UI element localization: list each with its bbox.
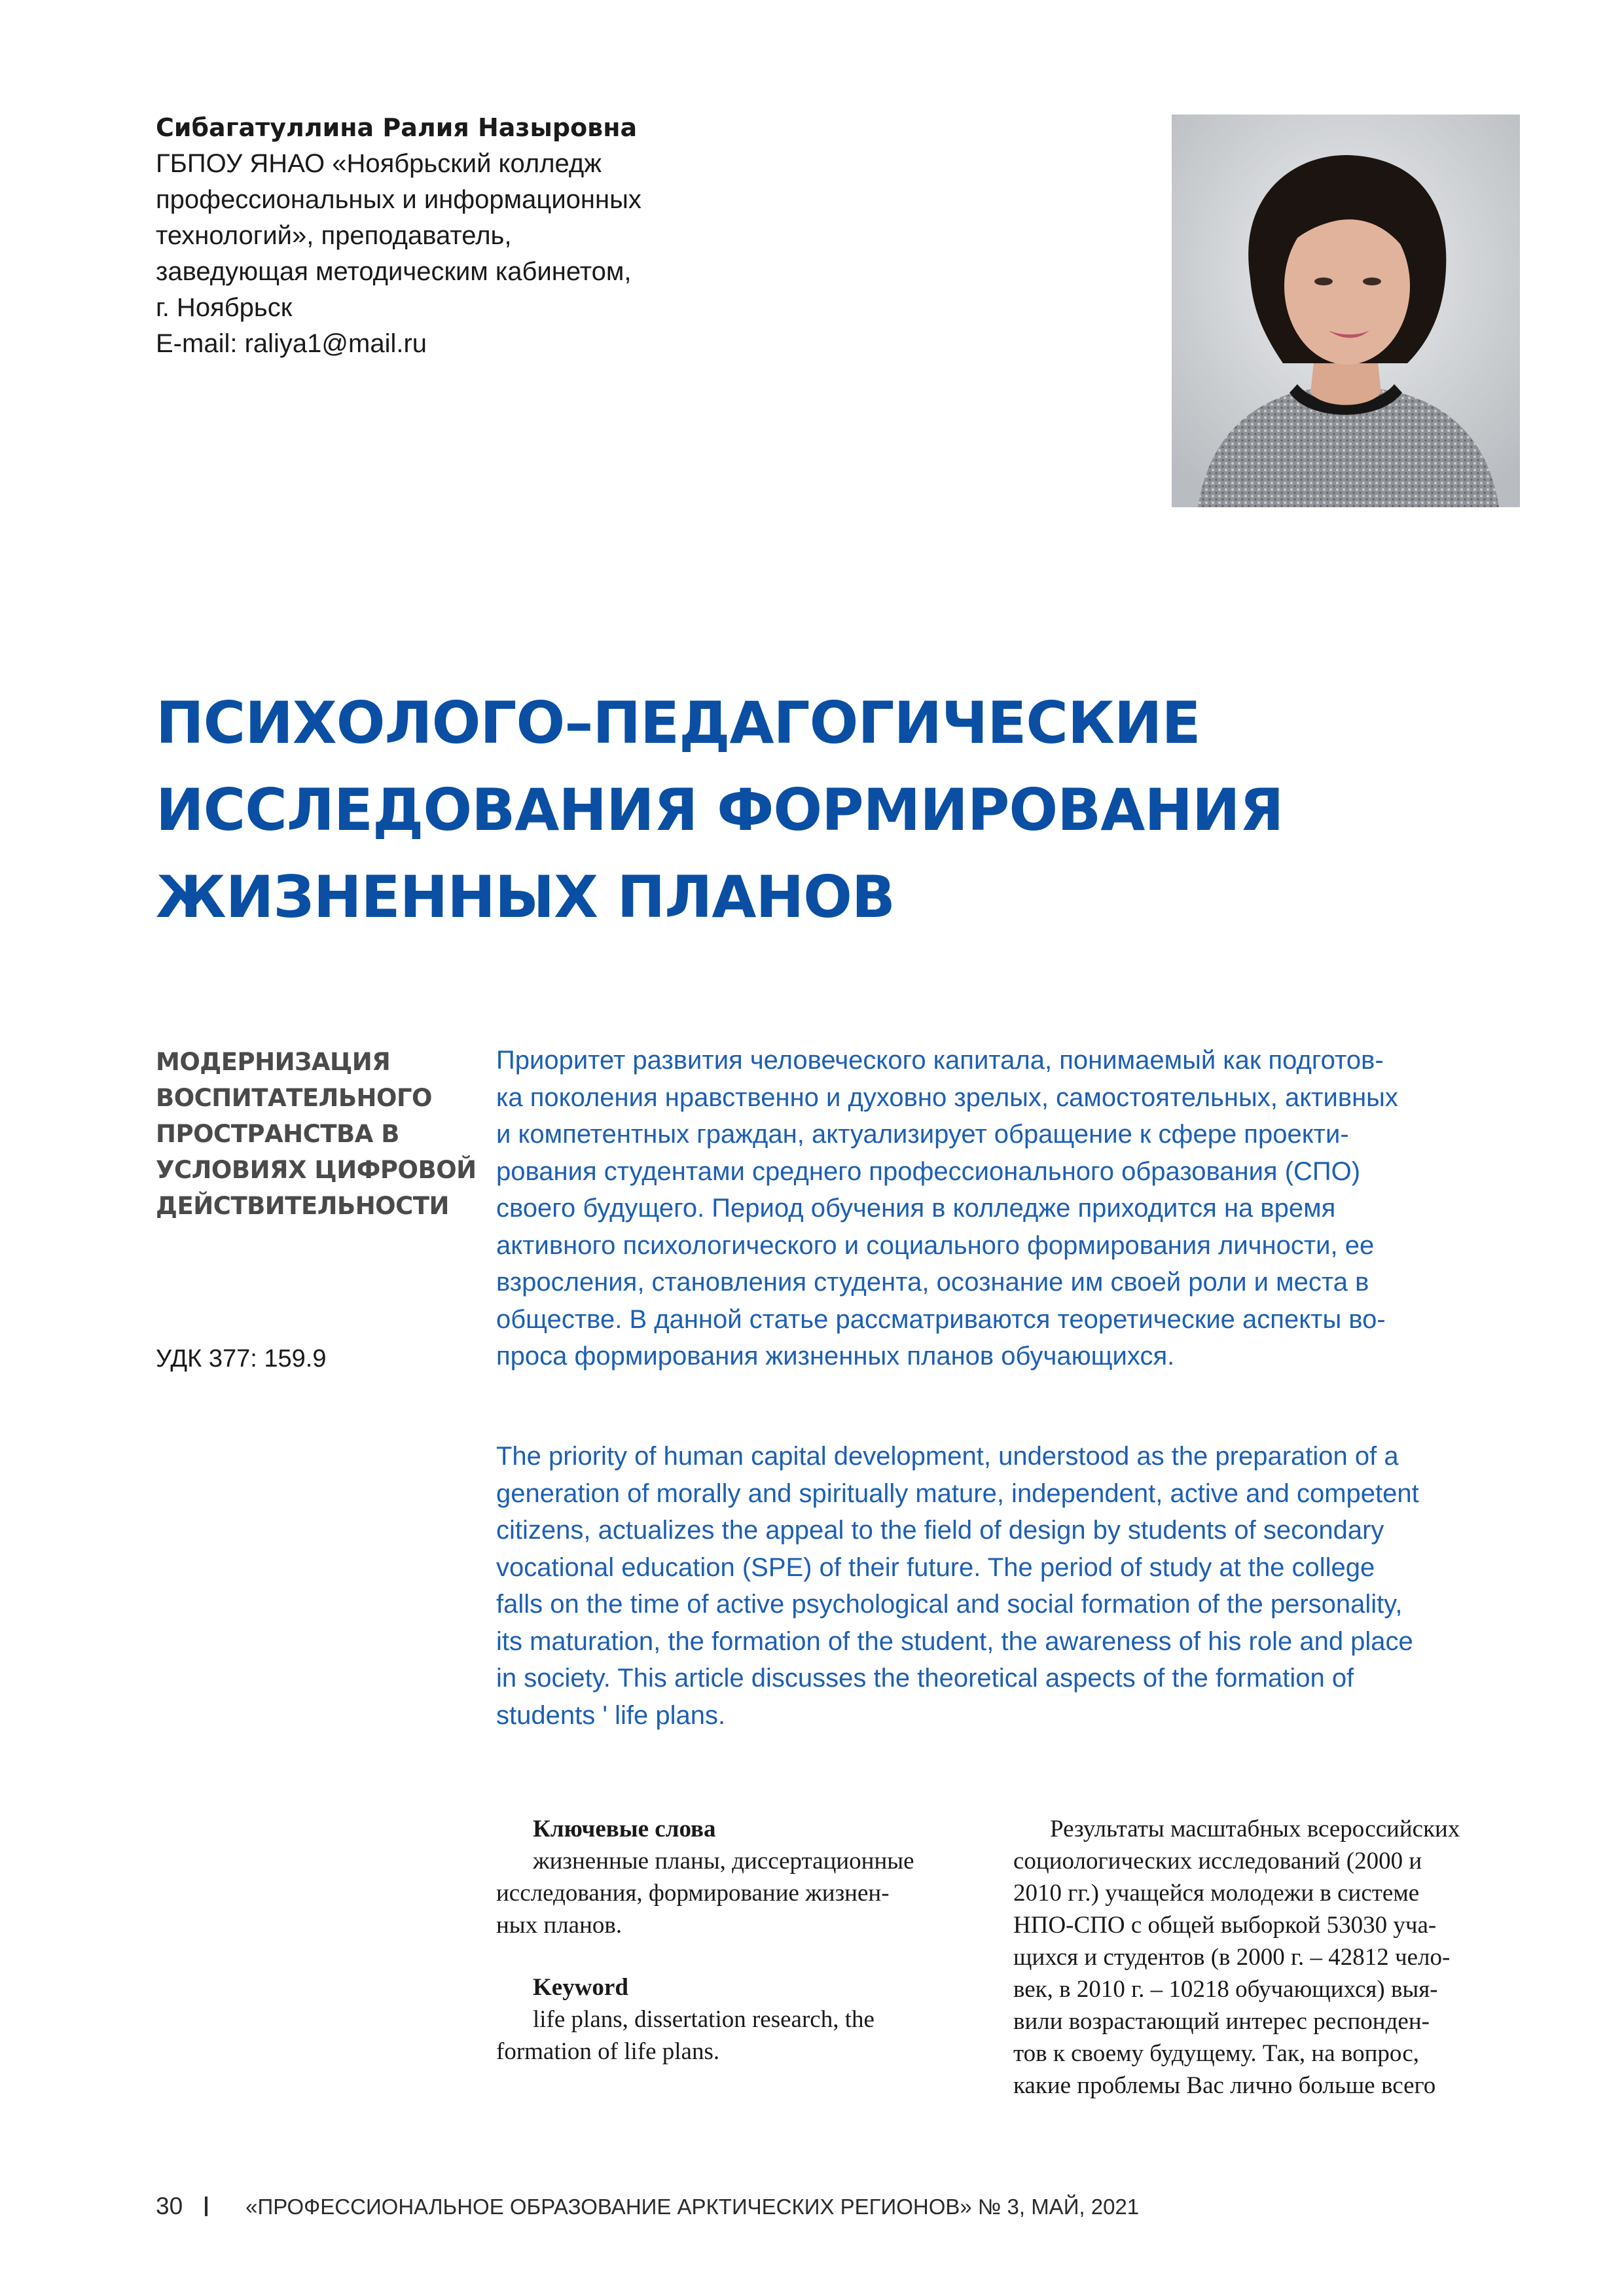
affiliation-line: заведующая методическим кабинетом, xyxy=(156,257,632,286)
keywords-line: life plans, dissertation research, the xyxy=(533,2006,875,2033)
author-photo xyxy=(1172,115,1520,507)
author-email: E-mail: raliya1@mail.ru xyxy=(156,329,427,358)
body-line: щихся и студентов (в 2000 г. – 42812 чело- xyxy=(1013,1944,1451,1971)
abstract-line: Приоритет развития человеческого капитала, понимаемый как подготов- xyxy=(496,1046,1384,1075)
abstract-line: its maturation, the formation of the student, the awareness of his role and place xyxy=(496,1626,1413,1656)
body-line: 2010 гг.) учащейся молодежи в системе xyxy=(1013,1880,1420,1907)
abstract-line: рования студентами среднего профессионального образования (СПО) xyxy=(496,1157,1361,1186)
journal-name: «ПРОФЕССИОНАЛЬНОЕ ОБРАЗОВАНИЕ АРКТИЧЕСКИХ РЕГИОНОВ» № 3, МАЙ, 2021 xyxy=(245,2195,1140,2219)
abstract-line: citizens, actualizes the appeal to the field of design by students of secondary xyxy=(496,1516,1384,1545)
body-line: НПО-СПО с общей выборкой 53030 уча- xyxy=(1013,1912,1437,1939)
body-line: век, в 2010 г. – 10218 обучающихся) выя- xyxy=(1013,1976,1438,2003)
affiliation-line: ГБПОУ ЯНАО «Ноябрьский колледж xyxy=(156,149,602,178)
body-line: вили возрастающий интерес респонден- xyxy=(1013,2008,1430,2035)
keywords-block xyxy=(496,1813,967,2068)
affiliation-line: технологий», преподаватель, xyxy=(156,221,512,250)
body-line: социологических исследований (2000 и xyxy=(1013,1848,1422,1874)
page-number: 30 xyxy=(156,2193,183,2219)
title-line: ЖИЗНЕННЫХ ПЛАНОВ xyxy=(156,863,895,931)
udk-code: УДК 377: 159.9 xyxy=(156,1345,327,1372)
title-line: ПСИХОЛОГО–ПЕДАГОГИЧЕСКИЕ xyxy=(156,689,1200,757)
body-line: Результаты масштабных всероссийских xyxy=(1050,1816,1460,1842)
rubric-line: ДЕЙСТВИТЕЛЬНОСТИ xyxy=(156,1192,449,1220)
title-line: ИССЛЕДОВАНИЯ ФОРМИРОВАНИЯ xyxy=(156,776,1284,844)
rubric-line: ВОСПИТАТЕЛЬНОГО xyxy=(156,1084,433,1112)
abstract-line: in society. This article discusses the theoretical aspects of the formation of xyxy=(496,1664,1354,1693)
keywords-heading-ru: Ключевые слова xyxy=(533,1816,716,1842)
affiliation-line: г. Ноябрьск xyxy=(156,293,293,322)
abstract-line: своего будущего. Период обучения в колледже приходится на время xyxy=(496,1194,1336,1223)
abstract-line: и компетентных граждан, актуализирует обращение к сфере проекти- xyxy=(496,1120,1349,1149)
abstract-russian xyxy=(496,1042,1478,1375)
abstract-line: обществе. В данной статье рассматриваются теоретические аспекты во- xyxy=(496,1304,1386,1334)
abstract-english xyxy=(496,1438,1478,1734)
abstract-line: The priority of human capital development, understood as the preparation of a xyxy=(496,1442,1399,1471)
rubric-line: УСЛОВИЯХ ЦИФРОВОЙ xyxy=(156,1156,477,1184)
rubric-line: ПРОСТРАНСТВА В xyxy=(156,1120,399,1148)
abstract-line: взросления, становления студента, осознание им своей роли и места в xyxy=(496,1268,1369,1297)
abstract-line: ка поколения нравственно и духовно зрелых, самостоятельных, активных xyxy=(496,1083,1398,1112)
body-text xyxy=(1013,1813,1485,2102)
rubric-heading xyxy=(156,1044,496,1224)
body-line: какие проблемы Вас лично больше всего xyxy=(1013,2072,1436,2099)
footer-divider xyxy=(205,2197,208,2216)
keywords-heading-en: Keyword xyxy=(533,1974,628,2001)
affiliation-line: профессиональных и информационных xyxy=(156,185,641,214)
article-title xyxy=(156,679,1465,941)
body-line: тов к своему будущему. Так, на вопрос, xyxy=(1013,2040,1420,2067)
abstract-line: проса формирования жизненных планов обучающихся. xyxy=(496,1342,1175,1371)
keywords-line: ных планов. xyxy=(496,1912,623,1939)
abstract-line: vocational education (SPE) of their future. The period of study at the college xyxy=(496,1552,1375,1582)
keywords-line: жизненные планы, диссертационные xyxy=(533,1848,914,1874)
rubric-line: МОДЕРНИЗАЦИЯ xyxy=(156,1048,391,1076)
abstract-line: активного психологического и социального формирования личности, ее xyxy=(496,1230,1375,1260)
author-block xyxy=(156,110,1138,362)
keywords-line: formation of life plans. xyxy=(496,2038,720,2065)
page-footer xyxy=(156,2193,1139,2220)
abstract-line: students ' life plans. xyxy=(496,1700,726,1730)
abstract-line: generation of morally and spiritually mature, independent, active and competent xyxy=(496,1479,1419,1508)
abstract-line: falls on the time of active psychological and social formation of the personality, xyxy=(496,1590,1403,1619)
author-name: Сибагатуллина Ралия Назыровна xyxy=(156,113,638,142)
keywords-line: исследования, формирование жизнен- xyxy=(496,1880,890,1907)
